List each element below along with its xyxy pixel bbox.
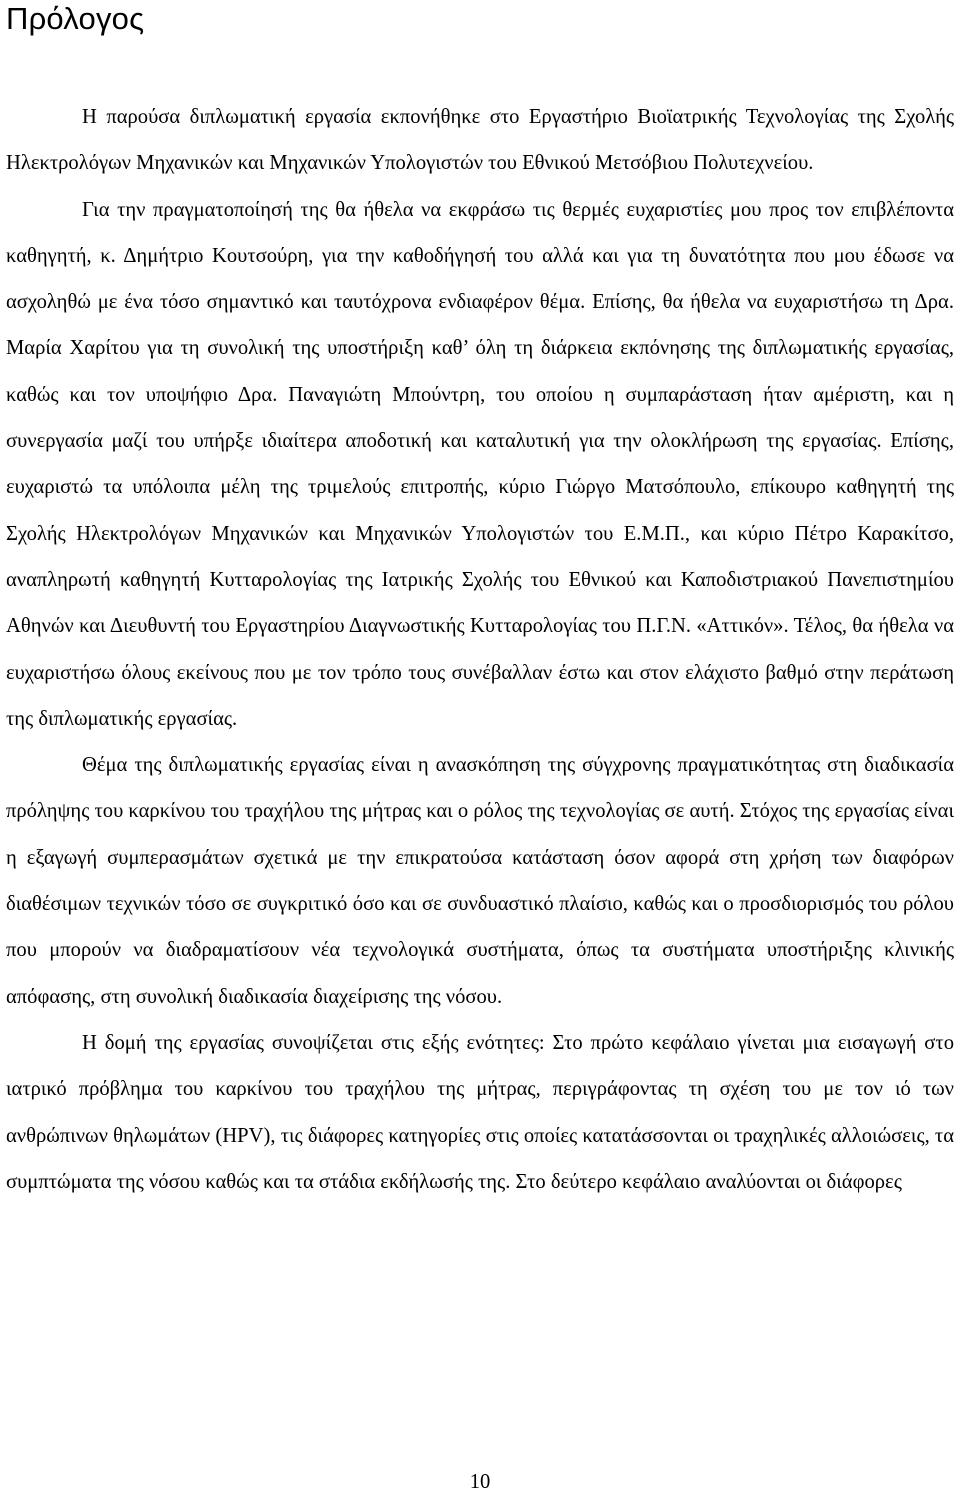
body-text (6, 94, 954, 1205)
page-number: 10 (469, 1471, 491, 1493)
paragraph-topic: Θέμα της διπλωματικής εργασίας είναι η ανασκόπηση της σύγχρονης πραγματικότητας στη διαδικασία πρόληψης του καρκίνου του τραχήλου της μήτρας και ο ρόλος της τεχνολογίας σε αυτή. Στόχος της εργασίας είναι η εξαγωγή συμπερασμάτων σχετικά με την επικρατούσα κατάσταση όσον αφορά στη χρήση των διαφόρων διαθέσιμων τεχνικών τόσο σε συγκριτικό όσο και σε συνδυαστικό πλαίσιο, καθώς και ο προσδιορισμός του ρόλου που μπορούν να διαδραματίσουν νέα τεχνολογικά συστήματα, όπως τα συστήματα υποστήριξης κλινικής απόφασης, στη συνολική διαδικασία διαχείρισης της νόσου. (6, 754, 954, 1008)
paragraph-acknowledgements: Για την πραγματοποίησή της θα ήθελα να εκφράσω τις θερμές ευχαριστίες μου προς τον επιβλέποντα καθηγητή, κ. Δημήτριο Κουτσούρη, για την καθοδήγησή του αλλά και για τη δυνατότητα που μου έδωσε να ασχοληθώ με ένα τόσο σημαντικό και ταυτόχρονα ενδιαφέρον θέμα. Επίσης, θα ήθελα να ευχαριστήσω τη Δρα. Μαρία Χαρίτου για τη συνολική της υποστήριξη καθ’ όλη τη διάρκεια εκπόνησης της διπλωματικής εργασίας, καθώς και τον υποψήφιο Δρα. Παναγιώτη Μπούντρη, του οποίου η συμπαράσταση ήταν αμέριστη, και η συνεργασία μαζί του υπήρξε ιδιαίτερα αποδοτική και καταλυτική για την ολοκλήρωση της εργασίας. Επίσης, ευχαριστώ τα υπόλοιπα μέλη της τριμελούς επιτροπής, κύριο Γιώργο Ματσόπουλο, επίκουρο καθηγητή της Σχολής Ηλεκτρολόγων Μηχανικών και Μηχανικών Υπολογιστών του Ε.Μ.Π., και κύριο Πέτρο Καρακίτσο, αναπληρωτή καθηγητή Κυτταρολογίας της Ιατρικής Σχολής του Εθνικού και Καποδιστριακού Πανεπιστημίου Αθηνών και Διευθυντή του Εργαστηρίου Διαγνωστικής Κυτταρολογίας του Π.Γ.Ν. «Αττικόν». Τέλος, θα ήθελα να ευχαριστήσω όλους εκείνους που με τον τρόπο τους συνέβαλλαν έστω και στον ελάχιστο βαθμό στην περάτωση της διπλωματικής εργασίας. (6, 198, 954, 730)
paragraph-intro: Η παρούσα διπλωματική εργασία εκπονήθηκε στο Εργαστήριο Βιοϊατρικής Τεχνολογίας της Σχολής Ηλεκτρολόγων Μηχανικών και Μηχανικών Υπολογιστών του Εθνικού Μετσόβιου Πολυτεχνείου. (6, 106, 954, 175)
page-title: Πρόλογος (6, 1, 145, 36)
paragraph-structure: Η δομή της εργασίας συνοψίζεται στις εξής ενότητες: Στο πρώτο κεφάλαιο γίνεται μια εισαγωγή στο ιατρικό πρόβλημα του καρκίνου του τραχήλου της μήτρας, περιγράφοντας τη σχέση του με τον ιό των ανθρώπινων θηλωμάτων (HPV), τις διάφορες κατηγορίες στις οποίες κατατάσσονται οι τραχηλικές αλλοιώσεις, τα συμπτώματα της νόσου καθώς και τα στάδια εκδήλωσής της. Στο δεύτερο κεφάλαιο αναλύονται οι διάφορες (6, 1031, 954, 1193)
